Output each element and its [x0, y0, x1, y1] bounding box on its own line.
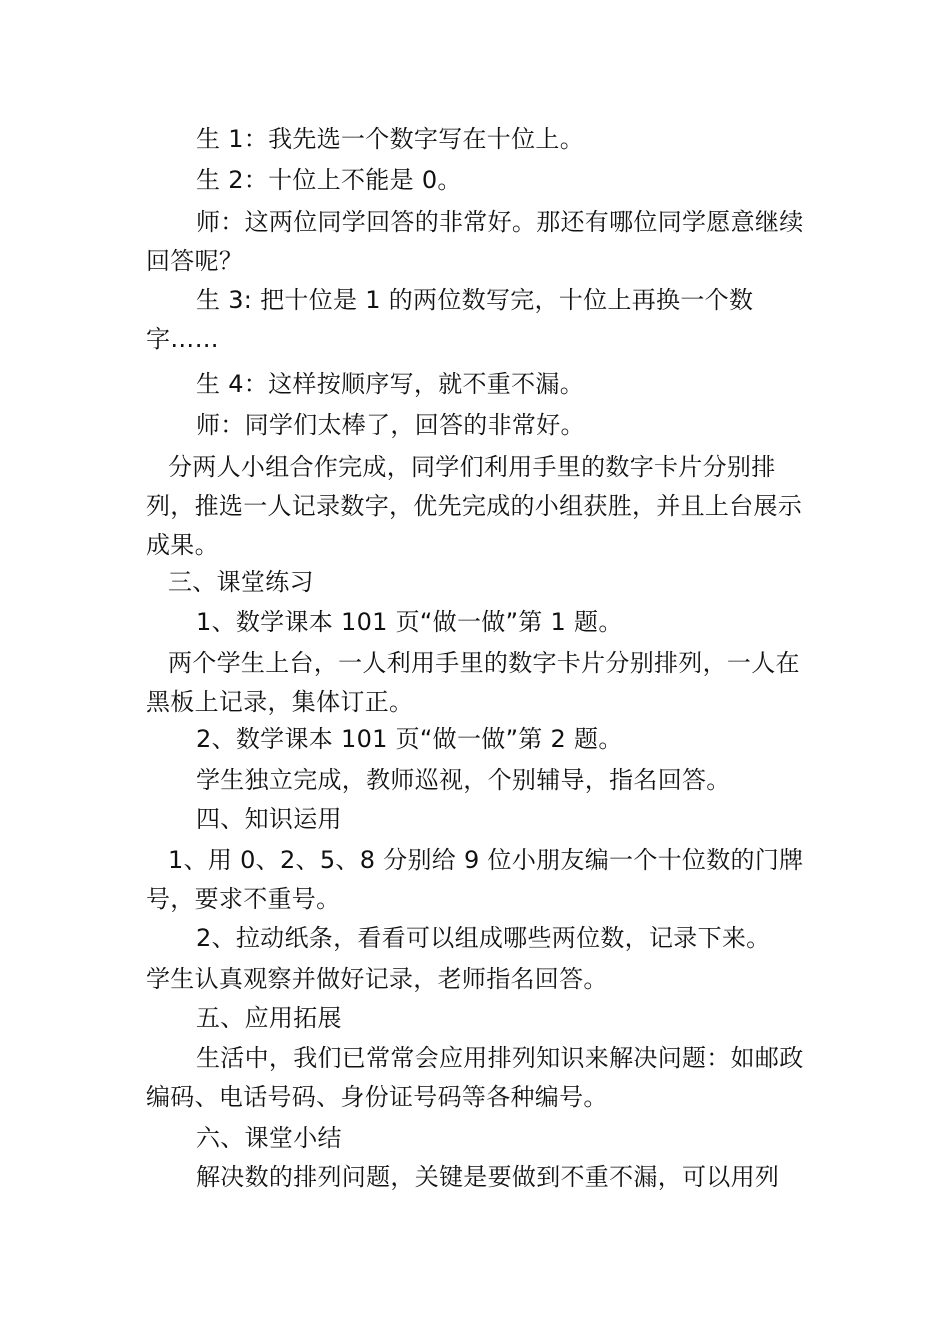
paragraph-knowledge1: 1、用 0、2、5、8 分别给 9 位小朋友编一个十位数的门牌号，要求不重号。	[146, 846, 804, 913]
paragraph-practice1: 1、数学课本 101 页“做一做”第 1 题。	[196, 608, 623, 636]
paragraph-group-work: 分两人小组合作完成，同学们利用手里的数字卡片分别排列，推选一人记录数字，优先完成的小组获胜，并且上台展示成果。	[146, 453, 803, 559]
paragraph-application: 生活中，我们已常常会应用排列知识来解决问题：如邮政编码、电话号码、身份证号码等各种编号。	[146, 1044, 804, 1111]
heading-summary: 六、课堂小结	[196, 1124, 342, 1152]
paragraph-practice1-detail: 两个学生上台，一人利用手里的数字卡片分别排列，一人在黑板上记录，集体订正。	[146, 649, 800, 716]
paragraph-knowledge2-detail: 学生认真观察并做好记录，老师指名回答。	[146, 965, 608, 993]
paragraph-student4: 生 4：这样按顺序写，就不重不漏。	[196, 370, 584, 398]
paragraph-student2: 生 2：十位上不能是 0。	[196, 166, 462, 194]
paragraph-teacher2: 师：同学们太棒了，回答的非常好。	[196, 411, 585, 439]
paragraph-teacher1: 师：这两位同学回答的非常好。那还有哪位同学愿意继续回答呢？	[146, 208, 804, 275]
paragraph-summary: 解决数的排列问题，关键是要做到不重不漏，可以用列	[196, 1163, 780, 1191]
heading-classroom-practice: 三、课堂练习	[168, 568, 314, 596]
paragraph-student3: 生 3: 把十位是 1 的两位数写完，十位上再换一个数字……	[146, 286, 754, 353]
paragraph-knowledge2: 2、拉动纸条，看看可以组成哪些两位数，记录下来。	[196, 924, 771, 952]
paragraph-student1: 生 1：我先选一个数字写在十位上。	[196, 125, 584, 153]
paragraph-practice2-detail: 学生独立完成，教师巡视，个别辅导，指名回答。	[196, 766, 731, 794]
heading-application: 五、应用拓展	[196, 1004, 342, 1032]
heading-knowledge-use: 四、知识运用	[196, 805, 342, 833]
paragraph-practice2: 2、数学课本 101 页“做一做”第 2 题。	[196, 725, 623, 753]
